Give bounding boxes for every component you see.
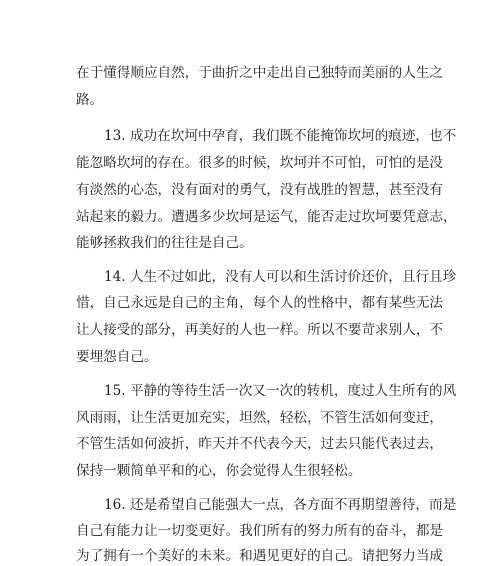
text-line: 15. 平静的等待生活一次又一次的转机，度过人生所有的风 (104, 383, 457, 399)
text-line: 14. 人生不过如此，没有人可以和生活讨价还价，且行且珍 (104, 269, 457, 285)
text-line: 能忽略坎坷的存在。很多的时候，坎坷并不可怕，可怕的是没 (76, 155, 444, 171)
text-line: 能够拯救我们的往往是自己。 (76, 235, 253, 251)
text-line: 路。 (76, 92, 104, 108)
text-line: 自己有能力让一切变更好。我们所有的努力所有的奋斗，都是 (76, 523, 444, 539)
text-line: 在于懂得顺应自然，于曲折之中走出自己独特而美丽的人生之 (76, 65, 444, 81)
text-line: 保持一颗简单平和的心，你会觉得人生很轻松。 (76, 463, 362, 479)
text-line: 为了拥有一个美好的未来。和遇见更好的自己。请把努力当成 (76, 548, 444, 564)
text-line: 站起来的毅力。遭遇多少坎坷是运气，能否走过坎坷要凭意志， (76, 209, 457, 225)
text-line: 有淡然的心态，没有面对的勇气，没有战胜的智慧，甚至没有 (76, 182, 444, 198)
text-line: 惜，自己永远是自己的主角，每个人的性格中，都有某些无法 (76, 295, 444, 311)
text-line: 要埋怨自己。 (76, 349, 158, 365)
text-line: 风雨雨，让生活更加充实，坦然，轻松，不管生活如何变迁， (76, 410, 444, 426)
text-line: 16. 还是希望自己能强大一点，各方面不再期望善待，而是 (104, 497, 457, 513)
text-line: 13. 成功在坎坷中孕育，我们既不能掩饰坎坷的痕迹，也不 (104, 128, 457, 144)
text-line: 让人接受的部分，再美好的人也一样。所以不要苛求别人，不 (76, 322, 444, 338)
text-line: 不管生活如何波折，昨天并不代表今天，过去只能代表过去， (76, 436, 444, 452)
